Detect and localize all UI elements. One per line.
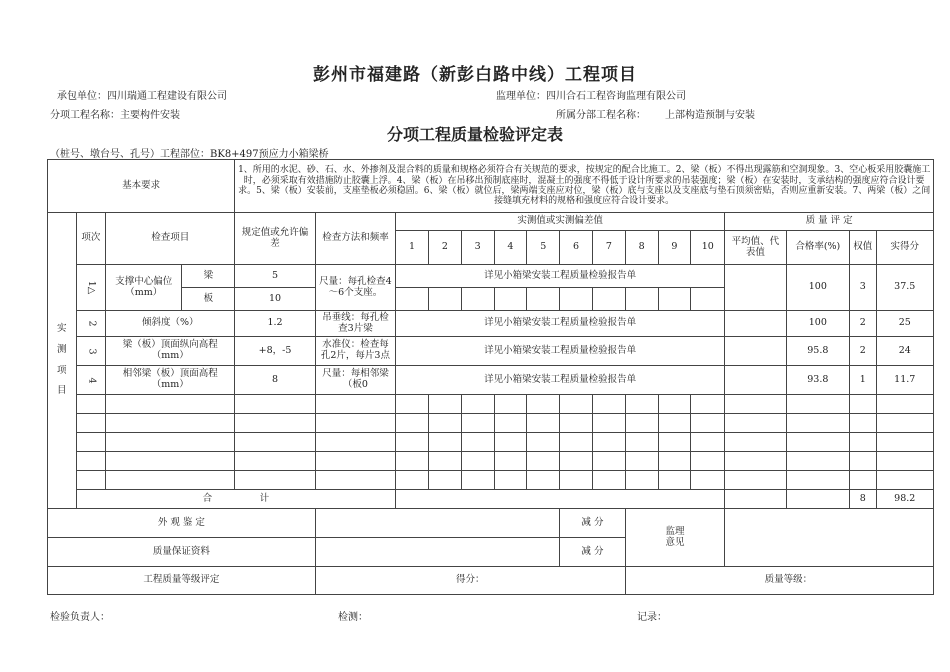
- col-5: 5: [527, 231, 560, 265]
- item-no: 2: [76, 311, 106, 337]
- method: 尺量：每孔检查4～6个支座。: [315, 265, 395, 311]
- table-row: [48, 471, 934, 490]
- score: 11.7: [876, 366, 933, 395]
- score: 24: [876, 337, 933, 366]
- appearance-label: 外 观 鉴 定: [48, 509, 316, 538]
- contractor: 承包单位：四川瑞通工程建设有限公司: [57, 91, 227, 102]
- col-4: 4: [494, 231, 527, 265]
- inspector-label: 检验负责人：: [50, 612, 110, 623]
- basic-req-label: 基本要求: [48, 160, 235, 213]
- item-no: 4: [76, 366, 106, 395]
- avg-value: [725, 265, 786, 311]
- col-10: 10: [691, 231, 725, 265]
- pass-rate: 95.8: [786, 337, 850, 366]
- col-9: 9: [658, 231, 691, 265]
- report-note: 详见小箱梁安装工程质量检验报告单: [396, 366, 725, 395]
- check-sub: 板: [182, 288, 235, 311]
- report-note: 详见小箱梁安装工程质量检验报告单: [396, 311, 725, 337]
- method: 水准仪：检查每孔2片，每片3点: [315, 337, 395, 366]
- form-title: 分项工程质量检验评定表: [386, 125, 563, 144]
- check-item: 梁（板）顶面纵向高程（mm）: [106, 337, 235, 366]
- method-header: 检查方法和频率: [315, 213, 395, 265]
- col-3: 3: [461, 231, 494, 265]
- division-label: 所属分部工程名称：: [556, 110, 646, 121]
- supervision-label: 监理 意见: [625, 509, 724, 567]
- report-note: 详见小箱梁安装工程质量检验报告单: [396, 337, 725, 366]
- score: 37.5: [876, 265, 933, 311]
- page-title: 彭州市福建路（新彭白路中线）工程项目: [313, 65, 637, 85]
- sub-project: 分项工程名称：主要构件安装: [50, 110, 180, 121]
- check-label: 检测：: [338, 612, 368, 623]
- table-row: [48, 395, 934, 414]
- table-row: [48, 452, 934, 471]
- weight: 2: [850, 311, 876, 337]
- avg-header: 平均值、代表值: [725, 231, 786, 265]
- col-8: 8: [625, 231, 658, 265]
- item-no: 1△: [76, 265, 106, 311]
- spec-value: 5: [235, 265, 315, 288]
- check-item: 相邻梁（板）顶面高程（mm）: [106, 366, 235, 395]
- col-6: 6: [560, 231, 593, 265]
- spec-value: +8，-5: [235, 337, 315, 366]
- total-weight: 8: [850, 490, 876, 509]
- spec-header: 规定值或允许偏差: [235, 213, 315, 265]
- avg-value: [725, 366, 786, 395]
- spec-value: 8: [235, 366, 315, 395]
- check-item: 支撑中心偏位（mm）: [106, 265, 182, 311]
- weight: 3: [850, 265, 876, 311]
- score: 25: [876, 311, 933, 337]
- evaluation-table: [47, 159, 934, 595]
- pass-rate-header: 合格率(%): [786, 231, 850, 265]
- spec-value: 1.2: [235, 311, 315, 337]
- deduct-label: 减 分: [560, 538, 626, 567]
- score-header: 实得分: [876, 231, 933, 265]
- pass-rate: 93.8: [786, 366, 850, 395]
- pass-rate: 100: [786, 311, 850, 337]
- method: 尺量：每相邻梁（板0: [315, 366, 395, 395]
- quality-docs-label: 质量保证资料: [48, 538, 316, 567]
- location: （桩号、墩台号、孔号）工程部位：BK8+497预应力小箱梁桥: [50, 149, 329, 160]
- grade-eval-label: 工程质量等级评定: [48, 567, 316, 595]
- measured-items-label: 实 测 项 目: [48, 213, 77, 509]
- weight: 2: [850, 337, 876, 366]
- check-item: 倾斜度（%）: [106, 311, 235, 337]
- grade-label: 质量等级：: [625, 567, 933, 595]
- division-value: 上部构造预制与安装: [665, 110, 755, 121]
- avg-value: [725, 337, 786, 366]
- table-row: [48, 414, 934, 433]
- pass-rate: 100: [786, 265, 850, 311]
- table-row: [48, 433, 934, 452]
- col-2: 2: [428, 231, 461, 265]
- check-sub: 梁: [182, 265, 235, 288]
- weight-header: 权值: [850, 231, 876, 265]
- weight: 1: [850, 366, 876, 395]
- total-label: 合 计: [76, 490, 396, 509]
- item-no: 3: [76, 337, 106, 366]
- check-item-header: 检查项目: [106, 213, 235, 265]
- deduct-label: 减 分: [560, 509, 626, 538]
- item-no-header: 项次: [76, 213, 106, 265]
- spec-value: 10: [235, 288, 315, 311]
- method: 吊垂线：每孔检查3片梁: [315, 311, 395, 337]
- col-7: 7: [592, 231, 625, 265]
- measured-values-header: 实测值或实测偏差值: [396, 213, 725, 231]
- quality-eval-header: 质 量 评 定: [725, 213, 934, 231]
- avg-value: [725, 311, 786, 337]
- col-1: 1: [396, 231, 429, 265]
- score-label: 得分：: [315, 567, 625, 595]
- total-score: 98.2: [876, 490, 933, 509]
- supervisor: 监理单位：四川合石工程咨询监理有限公司: [496, 91, 686, 102]
- report-note: 详见小箱梁安装工程质量检验报告单: [396, 265, 725, 288]
- basic-req-text: 1、所用的水泥、砂、石、水、外掺剂及混合料的质量和规格必须符合有关规范的要求，按规定的配合比施工。2、梁（板）不得出现露筋和空洞现象。3、空心板采用胶囊施工时，必须采取有效措施防止胶囊上浮。4、梁（板）在吊移出预制底座时，混凝土的强度不得低于设计所要求的吊装强度；梁（板）在安装时，支承结构的强度应符合设计要求。5、梁（板）安装前，支座垫板必须稳固。6、梁（板）就位后，梁两端支座应对位，梁（板）底与支座以及支座底与垫石顶须密贴，否则应重新安装。7、两梁（板）之间接缝填充材料的规格和强度应符合设计要求。: [235, 160, 934, 213]
- record-label: 记录：: [637, 612, 667, 623]
